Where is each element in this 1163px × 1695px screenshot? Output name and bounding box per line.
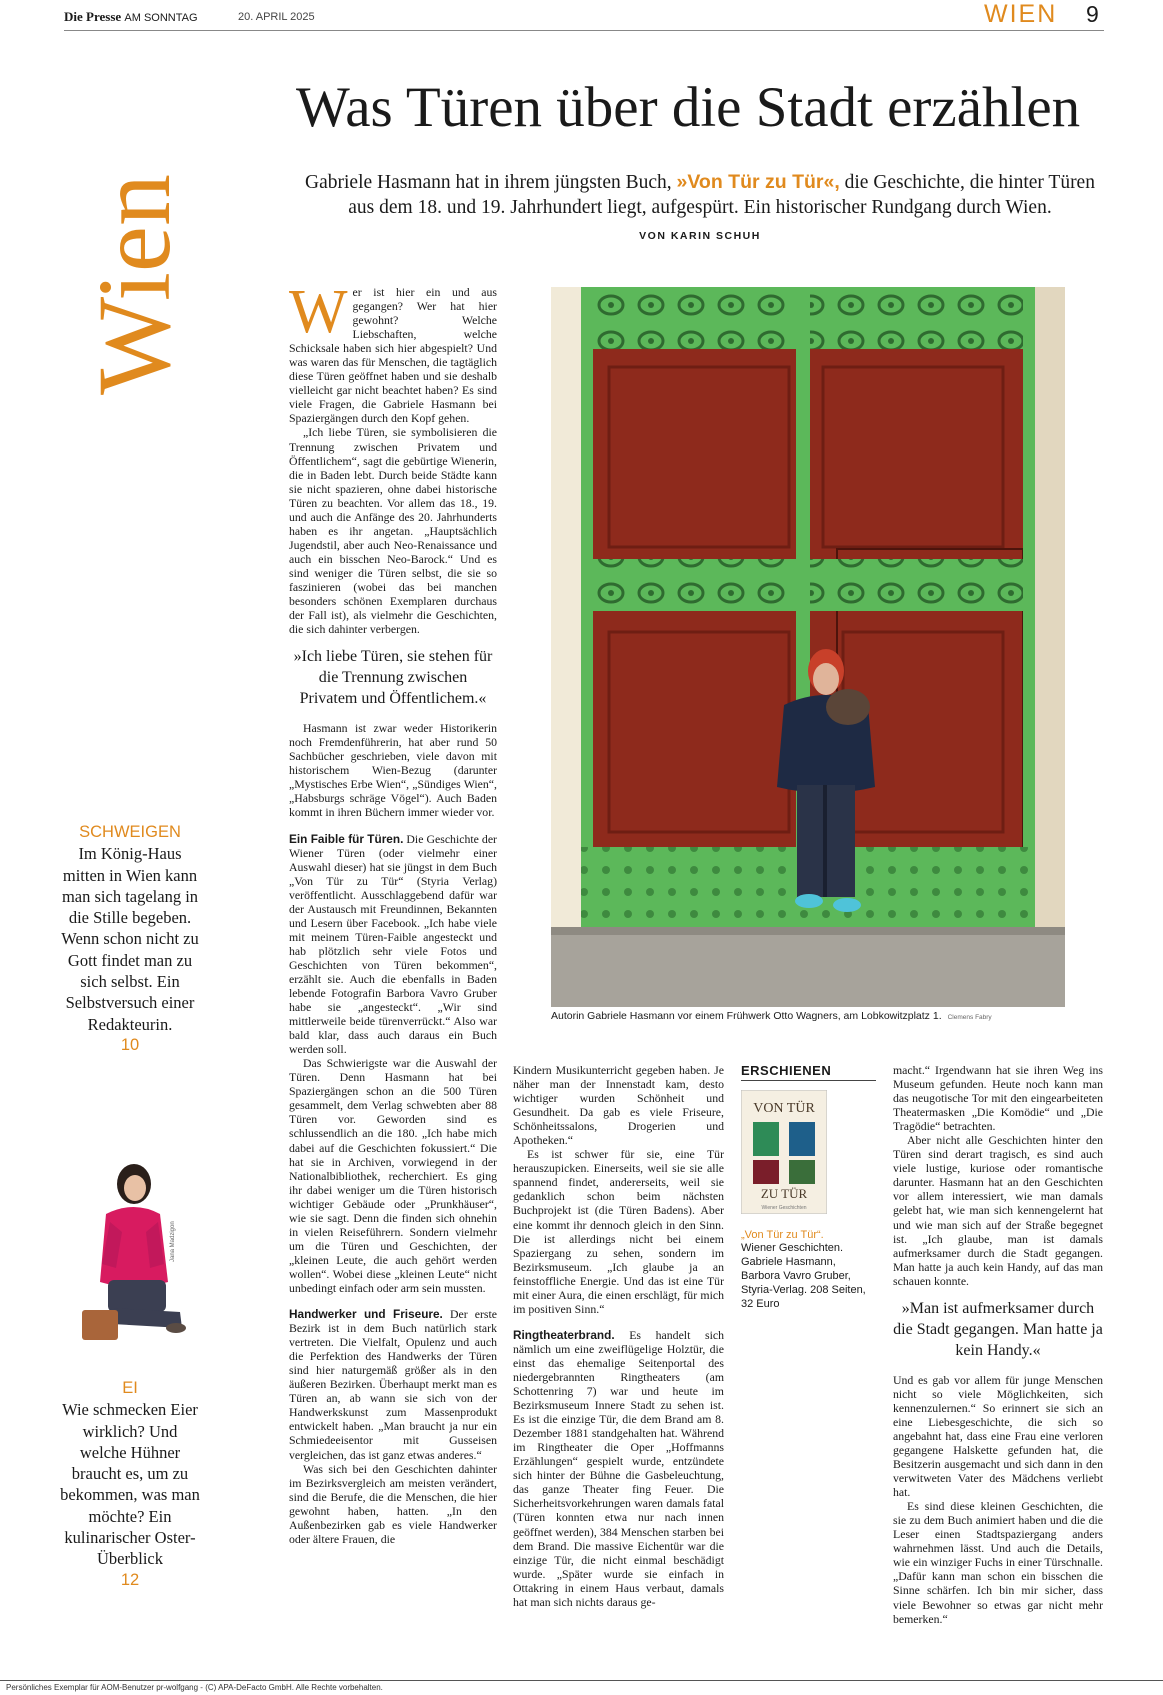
header-rule: [64, 30, 1104, 31]
pull-quote: »Man ist aufmerksamer durch die Stadt gegangen. Man hatte ja kein Handy.«: [893, 1299, 1103, 1359]
article-standfirst: Gabriele Hasmann hat in ihrem jüngsten Buch, »Von Tür zu Tür«, die Geschichte, die hinter Türen aus dem 18. und 19. Jahrhundert liegt, aufgespürt. Ein historischer Rundgang durch Wien.: [305, 171, 1095, 218]
article-paragraph: Ein Faible für Türen. Die Geschichte der Wiener Türen (oder vielmehr einer Auswahl dieser) hat sie jüngst in dem Buch „Von Tür zu Tür“ (Styria Verlag) veröffentlicht. Ausschlaggebend dafür war der Austausch mit Freundinnen, Bekannten und Lesern über Facebook. „Ich habe viele mit meinem Türen-Faible angesteckt und hab plötzlich sehr viele Fotos und Geschichten von Türen bekommen“, erzählt sie. Auch die ebenfalls in Baden lebende Fotografin Barbora Vavro Gruber habe sie „angesteckt“. „Wir sind mittlerweile beide türenverrückt.“ Also war bald klar, dass auch daraus ein Buch werden soll.: [289, 831, 497, 1057]
article-paragraph: Was sich bei den Geschichten dahinter im Bezirksvergleich am meisten verändert, sind die Berufe, die die Menschen, die hier gewohnt haben, hatten. „In den Außenbezirken gab es viele Handwerker oder ältere Frauen, die: [289, 1461, 497, 1546]
teaser-page-ref: 12: [120, 1570, 140, 1589]
teaser-egg[interactable]: [60, 1378, 200, 1591]
book-info-box: [741, 1063, 876, 1311]
section-title: WIEN: [984, 0, 1058, 28]
article-column-2: [513, 1063, 724, 1609]
newspaper-name: [64, 9, 198, 25]
cover-title-bottom: ZU TÜR: [760, 1186, 808, 1201]
drop-cap: W: [289, 278, 348, 346]
article-headline: Was Türen über die Stadt erzählen: [296, 76, 1081, 139]
cover-subtitle: Wiener Geschichten: [761, 1205, 807, 1211]
book-title: „Von Tür zu Tür“.: [741, 1229, 824, 1241]
teaser-photo-woman-kneeling: [72, 1152, 200, 1344]
article-paragraph: „Ich liebe Türen, sie symbolisieren die Trennung zwischen Privatem und Öffentlichem“, sagt die gebürtige Wienerin, die in Baden lebt. Durch beide Städte kann sie nicht spazieren, ohne dabei historische Türen zu beachten. Vor allem das 18., 19. und auch die Anfänge des 20. Jahrhunderts haben es ihr angetan. „Hauptsächlich Jugendstil, aber auch Neo-Renaissance und auch ein bisschen Neo-Barock.“ Und es sind weniger die Türen selbst, die sie so faszinieren (wobei das bei manchen besonders schönen Exemplaren durchaus der Fall ist), als vielmehr die Geschichten, die sich dahinter verbergen.: [289, 425, 497, 637]
article-paragraph: Wer ist hier ein und aus gegangen? Wer hat hier gewohnt? Welche Liebschaften, welche Schicksale haben sich hier abgespielt? Und was waren das für Menschen, die tagtäglich diese Türen geöffnet haben und sie deshalb vielleicht gar nicht beachtet haben? Es sind viele Fragen, die Gabriele Hasmann bei Spaziergängen durch den Kopf gehen.: [289, 278, 497, 426]
article-paragraph: Es ist schwer für sie, eine Tür herauszupicken. Einerseits, weil sie sie alle spannend findet, andererseits, weil sie gedanklich schon beim nächsten Buchprojekt ist (die Türen Badens). Aber eine kommt ihr dennoch gleich in den Sinn. Die ist allerdings nicht bei einem Spaziergang zu sehen, sondern im Bezirksmuseum. „Ich glaube ja an feinstoffliche Energie. Und das ist eine Tür mit einer Aura, die einen erschlägt, für mich im positiven Sinn.“: [513, 1147, 724, 1316]
subheading: Ein Faible für Türen.: [289, 831, 404, 846]
article-byline: VON KARIN SCHUH: [639, 230, 761, 242]
article-paragraph: macht.“ Irgendwann hat sie ihren Weg ins Museum gefunden. Heute noch kann man das neugotische Tor mit den eingearbeiteten Theatermasken „Die Komödie“ und „Die Tragödie“ betrachten.: [893, 1063, 1103, 1134]
pull-quote: »Ich liebe Türen, sie stehen für die Trennung zwischen Privatem und Öffentlichem.«: [293, 648, 493, 708]
subheading: Ringtheaterbrand.: [513, 1327, 615, 1342]
article-paragraph: Handwerker und Friseure. Der erste Bezirk ist in dem Buch natürlich stark vertreten. Die Vielfalt, Opulenz und auch die Perfektion des Handwerks der Türen sind hier naturgemäß größer als in den äußeren Bezirken. Überhaupt merkt man es Türen an, ab wann sie sich von der Handwerkskunst zum Massenprodukt entwickelt haben. „Man braucht ja nur ein Schmiedeeisentor mit Gusseisen vergleichen, das ist ganz etwas anderes.“: [289, 1307, 497, 1462]
footer-rule: [0, 1680, 1163, 1681]
photo-credit: Clemens Fabry: [947, 1014, 992, 1021]
subheading: Handwerker und Friseure.: [289, 1307, 443, 1322]
article-paragraph: Und es gab vor allem für junge Menschen nicht so viele Möglichkeiten, sich kennenzulernen.“ So erinnert sie sich an eine Liebesgeschichte, die sich so angebahnt hat, dass eine Frau eine verloren gegangene Halskette gefunden hat, die Besitzerin ausgemacht und sich dann in den verwitweten Vater des Mädchens verliebt hat.: [893, 1372, 1103, 1500]
page-number: 9: [1086, 1, 1099, 27]
cover-title-top: VON TÜR: [753, 1101, 815, 1116]
book-box-label: ERSCHIENEN: [741, 1063, 876, 1081]
paper-title: Die Presse: [64, 9, 122, 24]
teaser-photo-credit: Jana Madzigon: [170, 1221, 176, 1262]
footer-copyright: Persönliches Exemplar für AOM-Benutzer pr-wolfgang - (C) APA-DeFacto GmbH. Alle Rechte vorbehalten.: [6, 1683, 383, 1692]
article-column-1: [289, 278, 497, 1546]
photo-caption: Autorin Gabriele Hasmann vor einem Frühwerk Otto Wagners, am Lobkowitzplatz 1. Clemens Fabry: [551, 1010, 992, 1022]
issue-date: 20. APRIL 2025: [238, 11, 315, 23]
paper-subtitle: AM SONNTAG: [124, 12, 198, 24]
teaser-page-ref: 10: [120, 1035, 140, 1054]
article-paragraph: Hasmann ist zwar weder Historikerin noch Fremdenführerin, hat aber rund 50 Sachbücher geschrieben, viele davon mit historischem Wien-Bezug (darunter „Mystisches Erbe Wien“, „Sündiges Wien“, „Habsburgs schräge Vögel“). Auch Baden kommt in ihren Büchern immer wieder vor.: [289, 721, 497, 820]
book-title-highlight: »Von Tür zu Tür«,: [676, 171, 840, 193]
article-paragraph: Es sind diese kleinen Geschichten, die sie zu dem Buch animiert haben und die die Leser einen Stadtspaziergang anders wahrnehmen lässt. Und auch die Details, wie ein winziger Fuchs in einer Türschnalle. „Dafür kann man schon ein bisschen die Sinne schärfen. Ich bin mir sicher, dass viele Bewohner so etwas gar nicht mehr bemerken.“: [893, 1499, 1103, 1626]
article-column-4: [893, 1063, 1103, 1626]
article-paragraph: Das Schwierigste war die Auswahl der Türen. Denn Hasmann hat bei Spaziergängen schon an die 500 Türen gesammelt, dem Verlag schwebten aber 88 Türen vor. Geworden sind es schlussendlich an die 180. „Ich habe mich dabei auf die Geschichten fokussiert.“ Die hat sie in Archiven, vorwiegend in der Nationalbibliothek, recherchiert. Es ging ihr dabei weniger um die Türen historisch wichtiger Gebäude oder „Prunkhäuser“, wie sie sagt. Denn die finden sich ohnehin in vielen Reiseführern. Sondern vielmehr um die Türen und Geschichten, der „kleinen Leute, die auch gehört werden wollen“. Wobei diese „kleinen Leute“ nicht unbedingt einfach oder arm sein mussten.: [289, 1056, 497, 1295]
teaser-kicker: EI: [122, 1379, 138, 1397]
article-paragraph: Aber nicht alle Geschichten hinter den Türen sind derart tragisch, es sind auch viele lustige, kuriose oder romantische darunter. Hasmann hat an den Geschichten vor allem interessiert, wie man damals gelebt hat, wie man sich kennengelernt hat und wie man sich auf der Straße begegnet ist. „Ich glaube, man ist damals aufmerksamer durch die Stadt gegangen. Man hatte ja auch kein Handy, auf das man schauen konnte.: [893, 1133, 1103, 1288]
article-photo-door: [551, 287, 1065, 1007]
teaser-text: Wie schmecken Eier wirklich? Und welche Hühner braucht es, um zu bekommen, was man möchte? Ein kulinarischer Oster-Überblick: [60, 1400, 200, 1569]
teaser-kicker: SCHWEIGEN: [79, 823, 181, 841]
teaser-silence[interactable]: [60, 822, 200, 1056]
teaser-text: Im König-Haus mitten in Wien kann man sich tagelang in die Stille begeben. Wenn schon nicht zu Gott findet man zu sich selbst. Ein Selbstversuch einer Redakteurin.: [61, 844, 199, 1034]
vertical-section-label: Wien: [77, 173, 192, 395]
article-paragraph: Kindern Musikunterricht gegeben haben. Je näher man der Innenstadt kam, desto wichtiger wurden Schönheit und Gesundheit. Da gab es viele Friseure, Schönheitssalons, Drogerien und Apotheken.“: [513, 1063, 724, 1148]
book-cover: [741, 1090, 827, 1214]
article-paragraph: Ringtheaterbrand. Es handelt sich nämlich um eine zweiflügelige Holztür, die einst das ehemalige Seitenportal des niedergebrannten Ringtheaters (am Schottenring 7) war und heute im Bezirksmuseum Innere Stadt zu sehen ist. Es ist die einzige Tür, die dem Brand am 8. Dezember 1881 standgehalten hat. Während im Ringtheater die Oper „Hoffmanns Erzählungen“ gespielt wurde, entzündete sich hinter der Bühne die Gasbeleuchtung, das ganze Theater fing Feuer. Die Sicherheitsvorkehrungen waren damals fatal (Türen konnten etwa nur nach innen geöffnet werden), 384 Menschen starben bei dem Brand. Die massive Eichentür war die einzige Tür, die nicht einmal beschädigt wurde. „Später wurde sie einfach in Ottakring in einem Haus verbaut, damals hat man sich nichts daraus ge-: [513, 1327, 724, 1609]
book-details: Wiener Geschichten. Gabriele Hasmann, Barbora Vavro Gruber, Styria-Verlag. 208 Seiten, 32 Euro: [741, 1242, 866, 1310]
